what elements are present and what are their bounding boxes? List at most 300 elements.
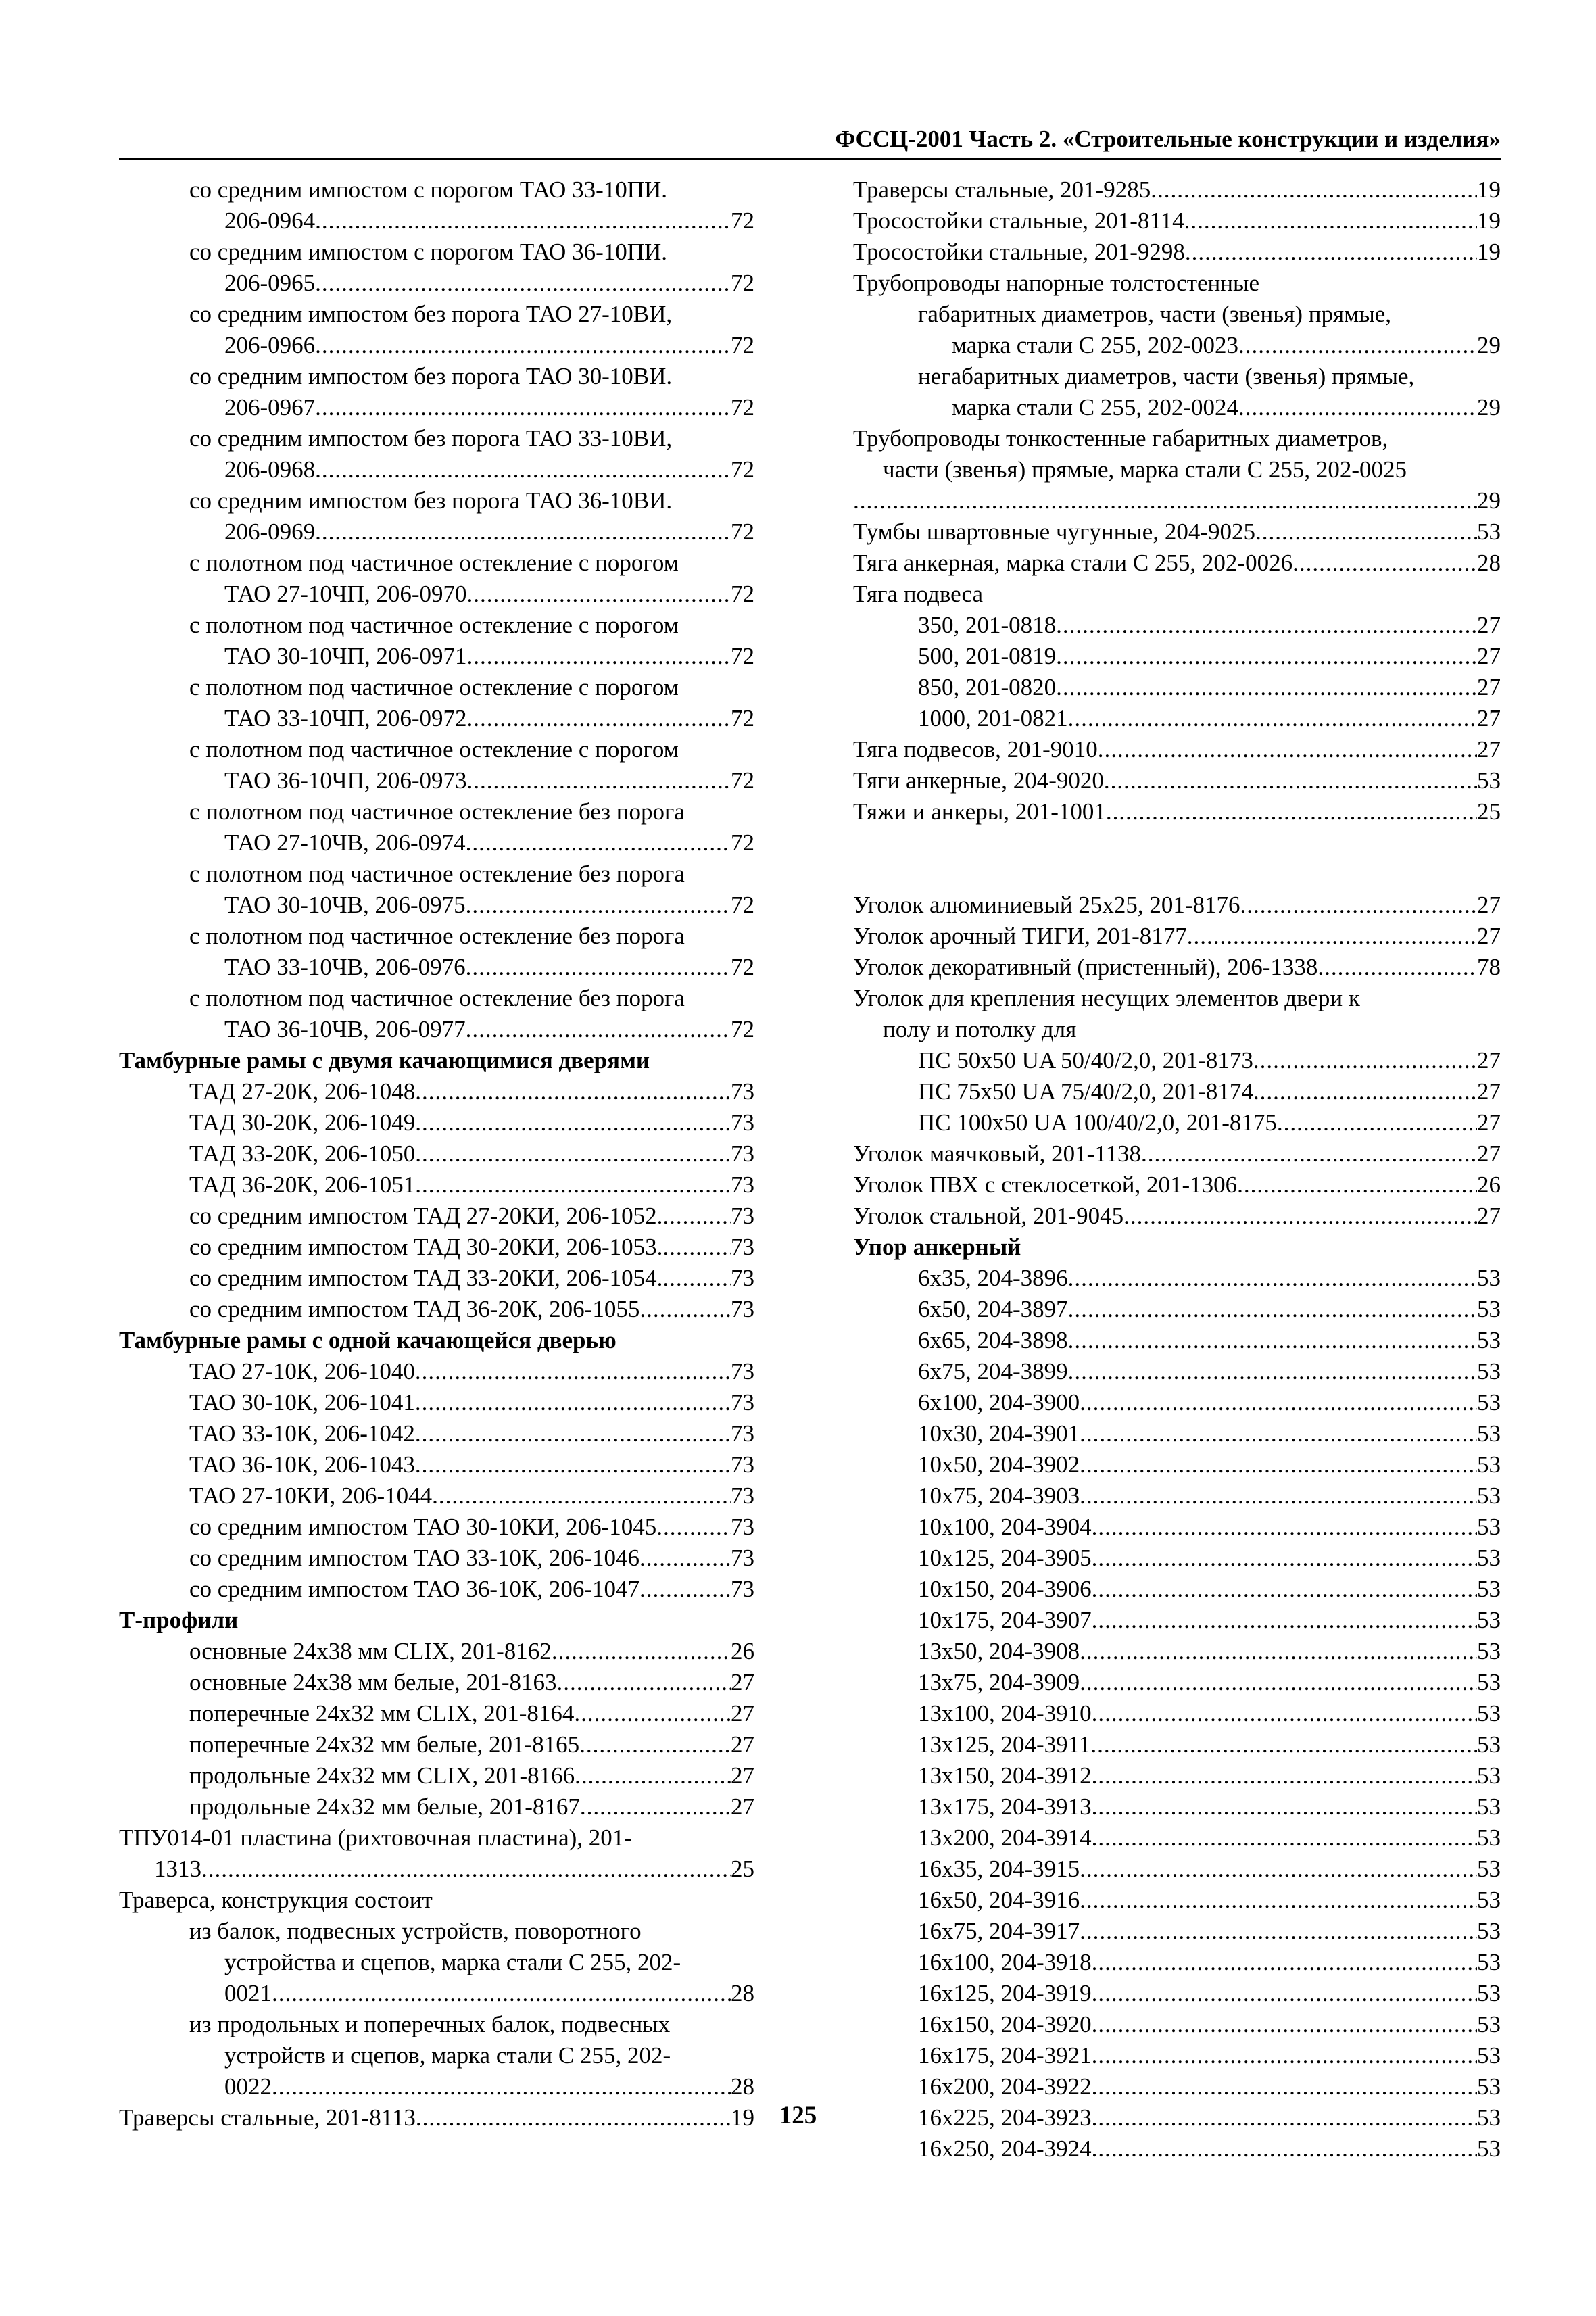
index-entry-line (853, 579, 1501, 610)
entry-text: 10х100, 204-3904 (918, 1514, 1092, 1540)
index-entry-line (119, 672, 754, 703)
entry-text: ТАО 30-10ЧВ, 206-0975 (224, 892, 466, 918)
entry-text: 0022 (224, 2073, 272, 2100)
entry-text: с полотном под частичное остекление с порогом (189, 550, 679, 576)
index-entry (119, 1698, 754, 1729)
entry-text: 206-0966 (224, 332, 316, 358)
entry-text: 13х175, 204-3913 (918, 1793, 1092, 1820)
entry-page-number: 72 (731, 270, 754, 296)
entry-page-number: 28 (1477, 550, 1501, 576)
entry-text: 10х175, 204-3907 (918, 1607, 1092, 1633)
entry-text: 13х125, 204-3911 (918, 1731, 1091, 1758)
entry-text: ПС 75х50 UA 75/40/2,0, 201-8174 (918, 1078, 1253, 1105)
index-entry (853, 174, 1501, 206)
index-entry-line (119, 796, 754, 827)
index-heading (853, 1232, 1501, 1263)
entry-page-number: 26 (1477, 1172, 1501, 1198)
entry-page-number: 26 (731, 1638, 754, 1664)
entry-page-number: 53 (1477, 2104, 1501, 2131)
entry-page-number: 25 (1477, 798, 1501, 825)
dot-leader (272, 1978, 731, 2009)
index-entry (119, 392, 754, 423)
dot-leader (1080, 1387, 1477, 1418)
entry-page-number: 53 (1477, 1669, 1501, 1695)
entry-page-number: 72 (731, 705, 754, 731)
dot-leader (315, 206, 731, 237)
dot-leader (1240, 890, 1478, 921)
dot-leader (1068, 1356, 1477, 1387)
entry-text: со средним импостом с порогом ТАО 36-10ПИ. (189, 239, 668, 265)
entry-text: со средним импостом ТАО 33-10К, 206-1046 (189, 1545, 639, 1571)
entry-text: основные 24х38 мм белые, 201-8163 (189, 1669, 557, 1695)
entry-text: устройства и сцепов, марка стали С 255, 202- (224, 1949, 681, 1975)
entry-page-number: 73 (731, 1482, 754, 1509)
entry-page-number: 29 (1477, 487, 1501, 514)
dot-leader (1255, 516, 1477, 548)
entry-text: со средним импостом с порогом ТАО 33-10ПИ. (189, 176, 668, 203)
entry-text: полу и потолку для (883, 1016, 1077, 1042)
entry-page-number: 53 (1477, 1887, 1501, 1913)
dot-leader (315, 516, 731, 548)
index-entry (853, 1605, 1501, 1636)
entry-text: 6х50, 204-3897 (918, 1296, 1068, 1322)
dot-leader (1092, 2071, 1477, 2102)
entry-text: 6х35, 204-3896 (918, 1265, 1068, 1291)
index-entry (119, 1667, 754, 1698)
index-entry (119, 1294, 754, 1325)
entry-text: ПС 100х50 UA 100/40/2,0, 201-8175 (918, 1109, 1277, 1136)
entry-text: 10х150, 204-3906 (918, 1576, 1092, 1602)
dot-leader (466, 827, 731, 859)
entry-text: 1000, 201-0821 (918, 705, 1068, 731)
entry-page-number: 19 (1477, 208, 1501, 234)
index-entry-line (853, 454, 1501, 485)
entry-text: 16х150, 204-3920 (918, 2011, 1092, 2037)
index-entry-line (853, 268, 1501, 299)
entry-text: 206-0969 (224, 518, 316, 545)
index-entry (119, 2071, 754, 2102)
entry-text: 206-0964 (224, 208, 316, 234)
entry-text: ТАД 33-20К, 206-1050 (189, 1140, 416, 1167)
entry-page-number: 53 (1477, 1700, 1501, 1727)
entry-page-number: 29 (1477, 394, 1501, 420)
index-entry (119, 827, 754, 859)
index-entry-line (853, 361, 1501, 392)
index-entry (119, 1791, 754, 1823)
index-entry (119, 1418, 754, 1449)
dot-leader (1092, 2133, 1477, 2165)
index-entry-line (119, 859, 754, 890)
dot-leader (1092, 1543, 1477, 1574)
dot-leader (315, 330, 731, 361)
entry-text: ТПУ014-01 пластина (рихтовочная пластина), 201- (119, 1825, 632, 1851)
dot-leader (1092, 1760, 1477, 1791)
entry-text: со средним импостом без порога ТАО 30-10ВИ. (189, 363, 673, 389)
dot-leader (415, 1387, 731, 1418)
index-entry (119, 1574, 754, 1605)
entry-text: с полотном под частичное остекление без порога (189, 798, 685, 825)
index-entry (119, 1854, 754, 1885)
entry-text: со средним импостом ТАД 33-20КИ, 206-1054. (189, 1265, 663, 1291)
dot-leader (415, 1138, 731, 1169)
entry-text: ТАО 33-10ЧВ, 206-0976 (224, 954, 466, 980)
entry-text: 350, 201-0818 (918, 612, 1057, 638)
dot-leader (1092, 1512, 1477, 1543)
entry-page-number: 27 (1477, 736, 1501, 763)
dot-leader (1104, 765, 1477, 796)
index-entry (853, 1294, 1501, 1325)
index-entry (853, 2040, 1501, 2071)
entry-text: Уголок для крепления несущих элементов двери к (853, 985, 1360, 1011)
dot-leader (662, 1201, 731, 1232)
entry-page-number: 73 (731, 1358, 754, 1384)
entry-page-number: 27 (1477, 705, 1501, 731)
entry-text: со средним импостом без порога ТАО 27-10ВИ, (189, 301, 673, 327)
index-entry-line (119, 237, 754, 268)
index-entry (853, 641, 1501, 672)
index-entry-line (853, 983, 1501, 1014)
index-entry (853, 330, 1501, 361)
dot-leader (656, 1512, 731, 1543)
entry-text: ТАО 36-10К, 206-1043 (189, 1451, 415, 1478)
entry-text: ПС 50х50 UA 50/40/2,0, 201-8173 (918, 1047, 1253, 1073)
index-entry (853, 1387, 1501, 1418)
index-entry-line (119, 921, 754, 952)
index-entry (853, 1667, 1501, 1698)
index-entry (119, 890, 754, 921)
entry-page-number: 53 (1477, 1980, 1501, 2006)
entry-text: Т-профили (119, 1607, 239, 1633)
entry-page-number: 53 (1477, 1514, 1501, 1540)
dot-leader (466, 890, 731, 921)
dot-leader (552, 1636, 731, 1667)
entry-page-number: 27 (731, 1793, 754, 1820)
dot-leader (1092, 1947, 1477, 1978)
dot-leader (415, 1449, 731, 1480)
index-entry (119, 1449, 754, 1480)
entry-text: Упор анкерный (853, 1234, 1021, 1260)
dot-leader (1123, 1201, 1477, 1232)
blank-line (853, 827, 1501, 859)
entry-page-number: 53 (1477, 2011, 1501, 2037)
entry-text: Трубопроводы тонкостенные габаритных диаметров, (853, 425, 1388, 452)
dot-leader (1253, 1076, 1477, 1107)
entry-text: 16х225, 204-3923 (918, 2104, 1092, 2131)
running-header: ФССЦ-2001 Часть 2. «Строительные конструкции и изделия» (835, 126, 1501, 152)
entry-page-number: 72 (731, 456, 754, 483)
entry-page-number: 73 (731, 1265, 754, 1291)
entry-text: Траверса, конструкция состоит (119, 1887, 433, 1913)
entry-text: габаритных диаметров, части (звенья) прямые, (918, 301, 1392, 327)
index-entry (853, 1636, 1501, 1667)
entry-text: Тумбы швартовные чугунные, 204-9025 (853, 518, 1255, 545)
index-entry (853, 1480, 1501, 1512)
index-entry (853, 1885, 1501, 1916)
entry-page-number: 72 (731, 767, 754, 794)
entry-text: 10х50, 204-3902 (918, 1451, 1080, 1478)
index-entry-line (119, 1885, 754, 1916)
entry-text: ТАО 27-10ЧВ, 206-0974 (224, 829, 466, 856)
entry-page-number: 19 (1477, 239, 1501, 265)
dot-leader (415, 1076, 731, 1107)
index-entry (853, 1107, 1501, 1138)
index-entry (853, 1760, 1501, 1791)
dot-leader (1080, 1885, 1477, 1916)
entry-page-number: 73 (731, 1514, 754, 1540)
entry-text: поперечные 24х32 мм CLIX, 201-8164 (189, 1700, 575, 1727)
entry-page-number: 53 (1477, 1856, 1501, 1882)
entry-page-number: 73 (731, 1172, 754, 1198)
entry-text: ТАД 27-20К, 206-1048 (189, 1078, 416, 1105)
index-entry (853, 516, 1501, 548)
index-entry (119, 952, 754, 983)
index-entry (853, 237, 1501, 268)
dot-leader (580, 1791, 731, 1823)
entry-text: Тяга подвеса (853, 581, 984, 607)
dot-leader (1068, 1263, 1477, 1294)
index-entry (853, 952, 1501, 983)
header-rule (119, 158, 1501, 160)
entry-page-number: 53 (1477, 1451, 1501, 1478)
index-entry (119, 1543, 754, 1574)
entry-page-number: 73 (731, 1109, 754, 1136)
entry-page-number: 73 (731, 1451, 754, 1478)
entry-page-number: 28 (731, 2073, 754, 2100)
index-entry (853, 1823, 1501, 1854)
index-entry (853, 1854, 1501, 1885)
entry-text: Уголок арочный ТИГИ, 201-8177 (853, 923, 1187, 949)
index-entry (853, 1512, 1501, 1543)
entry-page-number: 53 (1477, 1607, 1501, 1633)
index-entry (853, 1698, 1501, 1729)
dot-leader (466, 952, 731, 983)
entry-text: с полотном под частичное остекление с порогом (189, 674, 679, 700)
index-entry (853, 1978, 1501, 2009)
entry-text: из продольных и поперечных балок, подвесных (189, 2011, 671, 2037)
index-entry-line (119, 485, 754, 516)
entry-text: Уголок стальной, 201-9045 (853, 1203, 1124, 1229)
entry-page-number: 53 (1477, 1949, 1501, 1975)
entry-page-number: 73 (731, 1078, 754, 1105)
entry-text: 206-0968 (224, 456, 316, 483)
entry-page-number: 72 (731, 829, 754, 856)
entry-text: марка стали С 255, 202-0023 (952, 332, 1238, 358)
entry-text: 13х75, 204-3909 (918, 1669, 1080, 1695)
dot-leader (415, 1356, 731, 1387)
index-entry (853, 485, 1501, 516)
entry-page-number: 29 (1477, 332, 1501, 358)
entry-text: ТАД 36-20К, 206-1051 (189, 1172, 416, 1198)
dot-leader (1068, 703, 1477, 734)
dot-leader (1080, 1449, 1477, 1480)
dot-leader (662, 1232, 731, 1263)
index-entry (853, 890, 1501, 921)
index-entry (119, 1760, 754, 1791)
entry-page-number: 72 (731, 518, 754, 545)
index-entry (119, 1729, 754, 1760)
index-entry (853, 1791, 1501, 1823)
index-entry (853, 921, 1501, 952)
entry-text: 13х50, 204-3908 (918, 1638, 1080, 1664)
dot-leader (639, 1574, 731, 1605)
entry-text: ТАО 30-10К, 206-1041 (189, 1389, 415, 1416)
entry-page-number: 19 (731, 2104, 754, 2131)
index-entry (853, 1418, 1501, 1449)
entry-text: Тамбурные рамы с одной качающейся дверью (119, 1327, 616, 1353)
index-entry (853, 1138, 1501, 1169)
entry-text: 10х125, 204-3905 (918, 1545, 1092, 1571)
entry-text: 6х75, 204-3899 (918, 1358, 1068, 1384)
dot-leader (1317, 952, 1477, 983)
index-column-right (853, 174, 1501, 2165)
dot-leader (575, 1760, 731, 1791)
entry-text: Тяжи и анкеры, 201-1001 (853, 798, 1106, 825)
dot-leader (315, 454, 731, 485)
dot-leader (662, 1263, 731, 1294)
entry-page-number: 53 (1477, 1358, 1501, 1384)
dot-leader (1068, 1294, 1477, 1325)
entry-text: 10х75, 204-3903 (918, 1482, 1080, 1509)
index-entry-line (119, 1947, 754, 1978)
dot-leader (1090, 1729, 1477, 1760)
dot-leader (1185, 237, 1477, 268)
index-entry (853, 392, 1501, 423)
index-entry (853, 1169, 1501, 1201)
index-entry (119, 641, 754, 672)
index-entry (119, 206, 754, 237)
entry-text: продольные 24х32 мм CLIX, 201-8166 (189, 1762, 575, 1789)
dot-leader (432, 1480, 731, 1512)
dot-leader (1080, 1854, 1477, 1885)
dot-leader (579, 1729, 731, 1760)
entry-page-number: 72 (731, 581, 754, 607)
entry-text: ТАО 27-10КИ, 206-1044 (189, 1482, 433, 1509)
index-entry (853, 1263, 1501, 1294)
index-entry (853, 548, 1501, 579)
index-entry (853, 1729, 1501, 1760)
dot-leader (1151, 174, 1477, 206)
entry-text: марка стали С 255, 202-0024 (952, 394, 1238, 420)
entry-text: 13х150, 204-3912 (918, 1762, 1092, 1789)
entry-text: части (звенья) прямые, марка стали С 255, 202-0025 (883, 456, 1407, 483)
dot-leader (315, 392, 731, 423)
dot-leader (1068, 1325, 1477, 1356)
entry-page-number: 53 (1477, 1638, 1501, 1664)
dot-leader (1092, 2009, 1477, 2040)
entry-text: 850, 201-0820 (918, 674, 1057, 700)
index-entry (119, 579, 754, 610)
dot-leader (1080, 1636, 1477, 1667)
entry-text: ТАО 33-10ЧП, 206-0972 (224, 705, 467, 731)
index-entry (853, 1325, 1501, 1356)
dot-leader (467, 703, 731, 734)
entry-text: со средним импостом ТАД 27-20КИ, 206-1052. (189, 1203, 663, 1229)
index-entry (119, 1107, 754, 1138)
entry-page-number: 53 (1477, 518, 1501, 545)
dot-leader (1080, 1480, 1477, 1512)
entry-page-number: 73 (731, 1234, 754, 1260)
index-entry-line (119, 1823, 754, 1854)
entry-text: 206-0965 (224, 270, 316, 296)
index-entry-line (119, 610, 754, 641)
entry-text: Тяги анкерные, 204-9020 (853, 767, 1104, 794)
entry-page-number: 53 (1477, 1762, 1501, 1789)
index-entry (853, 1574, 1501, 1605)
index-entry (119, 1263, 754, 1294)
dot-leader (1184, 206, 1477, 237)
entry-text: со средним импостом ТАД 30-20КИ, 206-1053. (189, 1234, 663, 1260)
index-entry (119, 1169, 754, 1201)
entry-text: Тяга подвесов, 201-9010 (853, 736, 1098, 763)
entry-text: 500, 201-0819 (918, 643, 1057, 669)
entry-text: 206-0967 (224, 394, 316, 420)
index-entry (853, 796, 1501, 827)
index-entry-line (119, 2009, 754, 2040)
entry-page-number: 72 (731, 332, 754, 358)
entry-page-number: 72 (731, 954, 754, 980)
index-entry (119, 1480, 754, 1512)
index-entry (119, 1356, 754, 1387)
entry-page-number: 19 (1477, 176, 1501, 203)
dot-leader (272, 2071, 731, 2102)
entry-text: с полотном под частичное остекление с порогом (189, 612, 679, 638)
entry-text: ТАО 36-10ЧП, 206-0973 (224, 767, 467, 794)
entry-page-number: 53 (1477, 1389, 1501, 1416)
entry-page-number: 53 (1477, 1731, 1501, 1758)
entry-text: со средним импостом ТАД 36-20К, 206-1055 (189, 1296, 640, 1322)
index-entry-line (119, 2040, 754, 2071)
entry-text: 1313 (154, 1856, 201, 1882)
entry-page-number: 27 (731, 1669, 754, 1695)
dot-leader (1292, 548, 1477, 579)
dot-leader (557, 1667, 731, 1698)
dot-leader (1092, 2040, 1477, 2071)
entry-page-number: 53 (1477, 767, 1501, 794)
entry-text: 16х50, 204-3916 (918, 1887, 1080, 1913)
dot-leader (415, 1107, 731, 1138)
dot-leader (1237, 1169, 1477, 1201)
entry-text: 16х250, 204-3924 (918, 2136, 1092, 2162)
entry-page-number: 27 (1477, 1078, 1501, 1105)
dot-leader (415, 1169, 731, 1201)
entry-page-number: 28 (731, 1980, 754, 2006)
entry-page-number: 53 (1477, 1327, 1501, 1353)
entry-page-number: 27 (1477, 612, 1501, 638)
entry-page-number: 73 (731, 1576, 754, 1602)
dot-leader (1056, 641, 1477, 672)
index-heading (119, 1325, 754, 1356)
entry-page-number: 27 (1477, 1203, 1501, 1229)
index-entry-line (119, 1916, 754, 1947)
index-entry (119, 1201, 754, 1232)
dot-leader (1056, 672, 1477, 703)
index-entry (119, 1512, 754, 1543)
entry-page-number: 72 (731, 892, 754, 918)
entry-text: поперечные 24х32 мм белые, 201-8165 (189, 1731, 580, 1758)
entry-text: со средним импостом без порога ТАО 36-10ВИ. (189, 487, 673, 514)
entry-text: ТАО 27-10К, 206-1040 (189, 1358, 415, 1384)
blank-line (853, 859, 1501, 890)
entry-text: Тамбурные рамы с двумя качающимися дверями (119, 1047, 650, 1073)
index-entry (853, 2009, 1501, 2040)
dot-leader (467, 765, 731, 796)
entry-page-number: 53 (1477, 1545, 1501, 1571)
entry-page-number: 72 (731, 643, 754, 669)
entry-text: 10х30, 204-3901 (918, 1420, 1080, 1447)
index-entry (853, 734, 1501, 765)
entry-text: 16х200, 204-3922 (918, 2073, 1092, 2100)
entry-text: Уголок декоративный (пристенный), 206-1338 (853, 954, 1318, 980)
